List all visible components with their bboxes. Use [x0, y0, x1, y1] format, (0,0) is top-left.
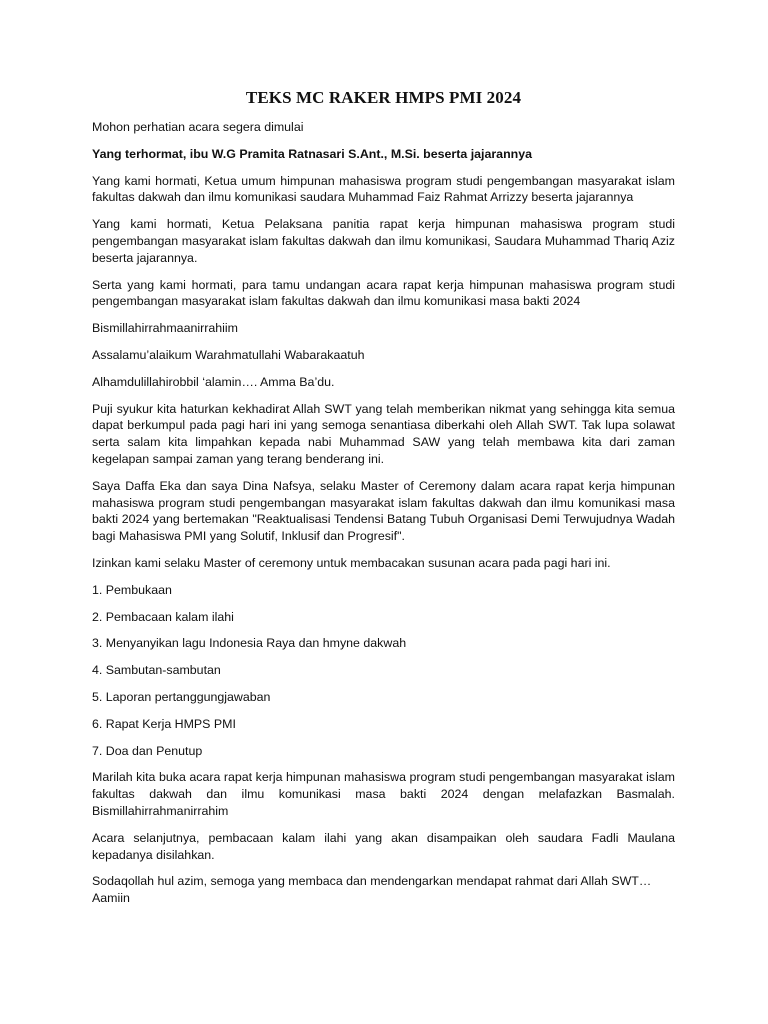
next-event-paragraph: Acara selanjutnya, pembacaan kalam ilahi yang akan disampaikan oleh saudara Fadli Maulana kepadanya disilahkan. — [92, 830, 675, 862]
agenda-item: 7. Doa dan Penutup — [92, 743, 203, 758]
gratitude-paragraph: Puji syukur kita haturkan kekhadirat Allah SWT yang telah memberikan nikmat yang sehingga kita semua dapat berkumpul pada pagi hari ini yang semoga senantiasa diberkahi oleh Allah SWT. Tak lupa solawat serta salam kita limpahkan kepada nabi Muhammad SAW yang telah membawa kita dari zaman kegelapan sampai zaman yang terang benderang ini. — [92, 401, 675, 466]
agenda-item: 6. Rapat Kerja HMPS PMI — [92, 716, 236, 731]
greeting-honored-guest: Yang terhormat, ibu W.G Pramita Ratnasari S.Ant., M.Si. beserta jajarannya — [92, 146, 532, 161]
opening-line: Mohon perhatian acara segera dimulai — [92, 120, 304, 134]
hamdalah-line: Alhamdulillahirobbil ‘alamin…. Amma Ba’du. — [92, 374, 335, 389]
agenda-item: 4. Sambutan-sambutan — [92, 663, 221, 678]
document-title: TEKS MC RAKER HMPS PMI 2024 — [245, 88, 522, 107]
greeting-chairman: Yang kami hormati, Ketua umum himpunan mahasiswa program studi pengembangan masyarakat islam fakultas dakwah dan ilmu komunikasi saudara Muhammad Faiz Rahmat Arrizzy beserta jajarannya — [92, 173, 675, 205]
bismillah-line: Bismillahirrahmaanirrahiim — [92, 321, 238, 336]
agenda-item: 3. Menyanyikan lagu Indonesia Raya dan hmyne dakwah — [92, 636, 407, 651]
document-page — [92, 88, 675, 917]
greeting-guests: Serta yang kami hormati, para tamu undangan acara rapat kerja himpunan mahasiswa program studi pengembangan masyarakat islam fakultas dakwah dan ilmu komunikasi masa bakti 2024 — [92, 277, 675, 309]
agenda-intro: Izinkan kami selaku Master of ceremony untuk membacakan susunan acara pada pagi hari ini. — [92, 555, 611, 570]
agenda-item: 2. Pembacaan kalam ilahi — [92, 609, 234, 624]
mc-introduction: Saya Daffa Eka dan saya Dina Nafsya, selaku Master of Ceremony dalam acara rapat kerja himpunan mahasiswa program studi pengembangan masyarakat islam fakultas dakwah dan ilmu komunikasi masa bakti 2024 yang bertemakan "Reaktualisasi Tendensi Batang Tubuh Organisasi Demi Terwujudnya Wadah bagi Mahasiswa PMI yang Solutif, Inklusif dan Progresif". — [92, 478, 675, 544]
agenda-item: 1. Pembukaan — [92, 582, 172, 597]
agenda-item: 5. Laporan pertanggungjawaban — [92, 689, 271, 704]
closing-prayer: Sodaqollah hul azim, semoga yang membaca dan mendengarkan mendapat rahmat dari Allah SWT… Aamiin — [92, 874, 652, 906]
agenda-list — [92, 582, 675, 760]
salam-line: Assalamu’alaikum Warahmatullahi Wabarakaatuh — [92, 347, 365, 362]
greeting-committee-head: Yang kami hormati, Ketua Pelaksana panitia rapat kerja himpunan mahasiswa program studi pengembangan masyarakat islam fakultas dakwah dan ilmu komunikasi, Saudara Muhammad Thariq Aziz beserta jajarannya. — [92, 217, 675, 265]
opening-event-paragraph: Marilah kita buka acara rapat kerja himpunan mahasiswa program studi pengembangan masyarakat islam fakultas dakwah dan ilmu komunikasi masa bakti 2024 dengan melafazkan Basmalah. Bismillahirrahmanirrahim — [92, 770, 675, 818]
